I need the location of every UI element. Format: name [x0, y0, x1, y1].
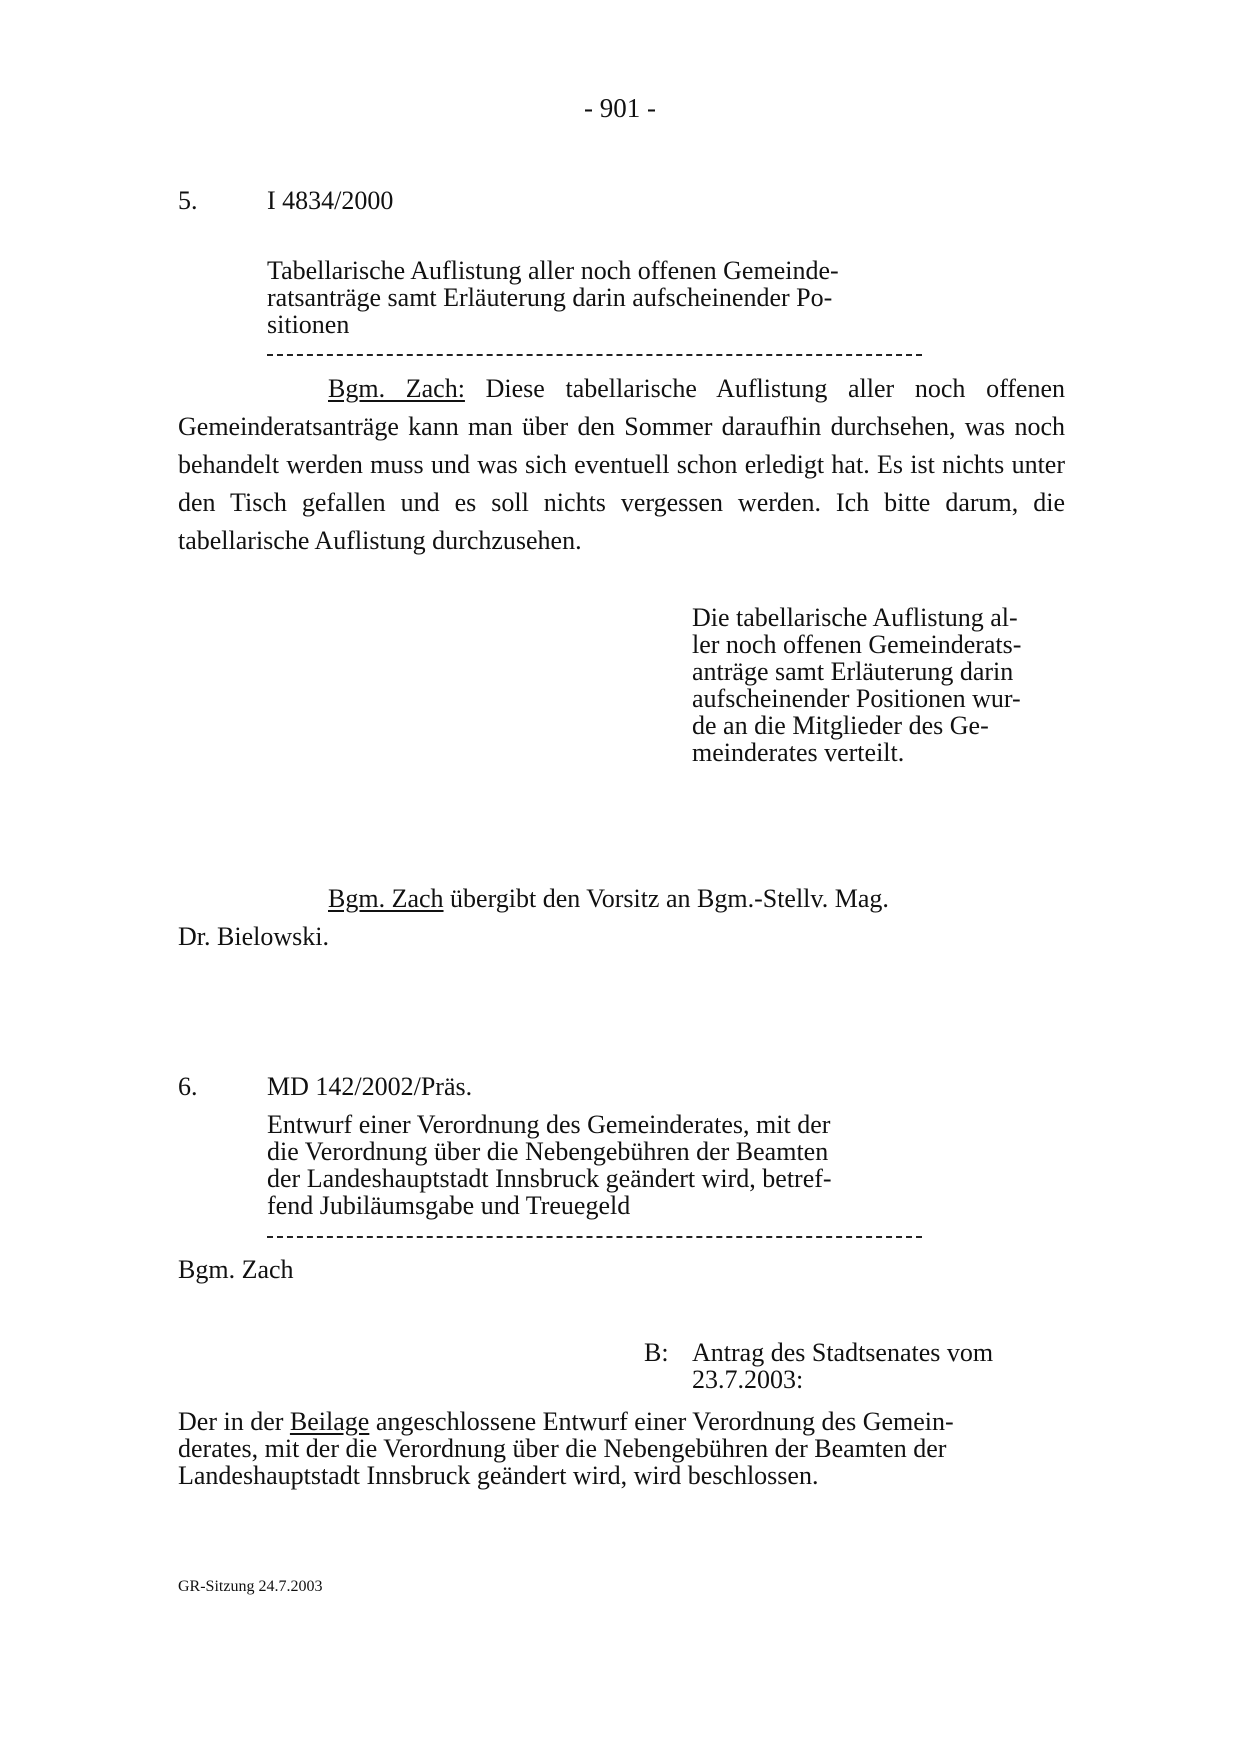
item-5-subject-line: sitionen	[267, 310, 350, 339]
decision-line: ler noch offenen Gemeinderats-	[692, 630, 1022, 659]
item-6-separator	[267, 1236, 922, 1238]
page-number: - 901 -	[584, 93, 656, 123]
beilage-link[interactable]: Beilage	[289, 1407, 370, 1436]
item-6-subject-line: der Landeshauptstadt Innsbruck geändert wird, betref-	[267, 1164, 832, 1193]
decision-line: de an die Mitglieder des Ge-	[692, 711, 989, 740]
speaker-name: Bgm. Zach:	[328, 374, 465, 403]
motion-line: Antrag des Stadtsenates vom	[692, 1338, 994, 1367]
item-5-statement	[178, 370, 1065, 560]
item-6-subject-line: Entwurf einer Verordnung des Gemeinderates, mit der	[267, 1110, 831, 1139]
item-6-subject-line: die Verordnung über die Nebengebühren der Beamten	[267, 1137, 829, 1166]
item-5-decision	[692, 604, 1065, 766]
decision-line: meinderates verteilt.	[692, 738, 905, 767]
item-6-subject	[267, 1111, 922, 1219]
item-5-reference: I 4834/2000	[267, 186, 394, 215]
item-5-subject	[267, 257, 922, 338]
decision-line: Die tabellarische Auflistung al-	[692, 603, 1018, 632]
chair-handover-line2: Dr. Bielowski.	[178, 922, 329, 951]
resolution-line: Landeshauptstadt Innsbruck geändert wird, wird beschlossen.	[178, 1461, 819, 1490]
resolution-line: derates, mit der die Verordnung über die Nebengebühren der Beamten der	[178, 1434, 947, 1463]
statement-text: Diese tabellarische Auflistung aller noch offenen Gemeinderatsanträge kann man über den Sommer daraufhin durchsehen, was noch behandelt werden muss und was sich eventuell schon erledigt hat. Es ist nichts unter den Tisch gefallen und es soll nichts vergessen werden. Ich bitte darum, die tabellarische Auflistung durchzusehen.	[178, 374, 1066, 555]
item-5-subject-line: Tabellarische Auflistung aller noch offenen Gemeinde-	[267, 256, 839, 285]
decision-line: aufscheinender Positionen wur-	[692, 684, 1021, 713]
item-6-number: 6.	[178, 1072, 198, 1101]
item-5-separator	[267, 354, 922, 356]
item-6-subject-line: fend Jubiläumsgabe und Treuegeld	[267, 1191, 631, 1220]
item-5-number: 5.	[178, 186, 198, 215]
item-6-rapporteur: Bgm. Zach	[178, 1255, 294, 1284]
motion-line: 23.7.2003:	[692, 1365, 804, 1394]
resolution-line: Der in der Beilage angeschlossene Entwurf einer Verordnung des Gemein-	[178, 1407, 954, 1436]
item-6-resolution	[178, 1408, 1065, 1489]
speaker-name: Bgm. Zach	[328, 884, 444, 913]
item-6-reference: MD 142/2002/Präs.	[267, 1072, 473, 1101]
motion-label: B:	[644, 1338, 669, 1367]
item-5-subject-line: ratsanträge samt Erläuterung darin aufscheinender Po-	[267, 283, 833, 312]
footer-session-date: GR-Sitzung 24.7.2003	[178, 1578, 323, 1595]
chair-handover-line1: Bgm. Zach übergibt den Vorsitz an Bgm.-Stellv. Mag.	[328, 884, 889, 913]
decision-line: anträge samt Erläuterung darin	[692, 657, 1014, 686]
motion-text	[692, 1339, 1065, 1393]
